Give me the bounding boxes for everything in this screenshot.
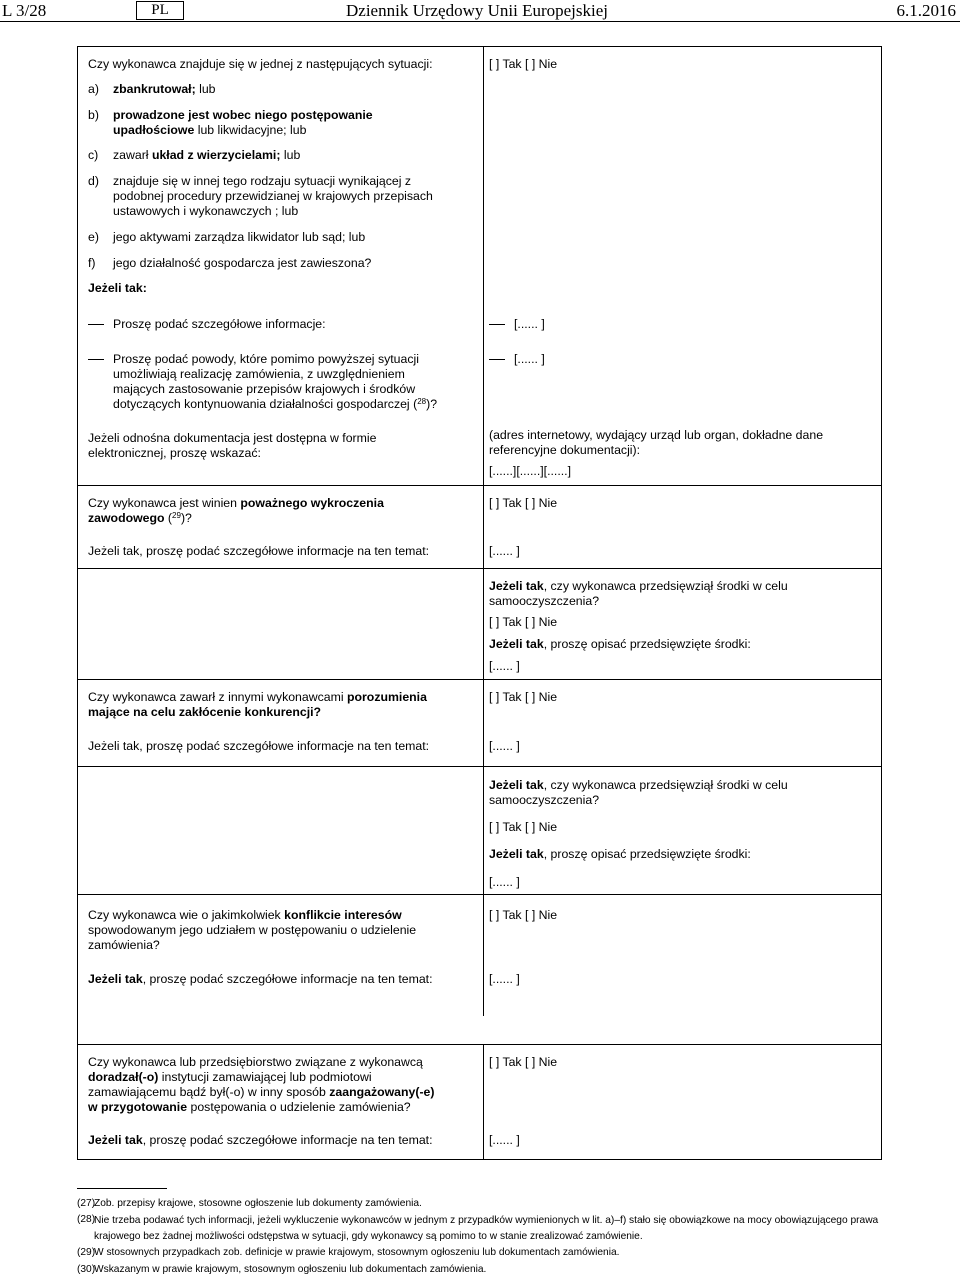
self-cleaning-question-line1: Jeżeli tak, czy wykonawca przedsięwziął środki w celu <box>489 579 788 593</box>
dash-bullet <box>88 324 104 325</box>
question-advisory-line1: Czy wykonawca lub przedsiębiorstwo związane z wykonawcą <box>88 1055 423 1069</box>
measures-question: Jeżeli tak, proszę opisać przedsięwzięte środki: <box>489 637 751 651</box>
column-divider <box>483 486 484 679</box>
question-advisory-line3: zamawiającemu bądź był(-o) w inny sposób zaangażowany(-e) <box>88 1085 435 1099</box>
column-divider <box>483 47 484 485</box>
column-divider <box>483 895 484 1016</box>
measures-answer-field[interactable]: [...... ] <box>489 875 520 889</box>
section-insolvency <box>77 46 882 486</box>
item-letter: a) <box>88 82 99 96</box>
item-letter: d) <box>88 174 99 188</box>
item-letter: f) <box>88 256 96 270</box>
page-reference: L 3/28 <box>2 1 47 20</box>
question-insolvency: Czy wykonawca znajduje się w jednej z następujących sytuacji: <box>88 57 433 71</box>
question-misconduct-line2: zawodowego ($^{29}$)? <box>88 511 192 525</box>
question-competition-line2: mające na celu zakłócenie konkurencji? <box>88 705 322 719</box>
header-rule <box>0 21 960 22</box>
journal-title: Dziennik Urzędowy Unii Europejskiej <box>346 1 609 20</box>
item-f: jego działalność gospodarcza jest zawieszona? <box>113 256 372 270</box>
yes-no-choice[interactable]: [ ] Tak [ ] Nie <box>489 690 558 704</box>
measures-question: Jeżeli tak, proszę opisać przedsięwzięte środki: <box>489 847 751 861</box>
section-advisory-involvement <box>77 1044 882 1160</box>
exclusion-form <box>77 46 882 1160</box>
details-question: Proszę podać szczegółowe informacje: <box>113 317 326 331</box>
item-e: jego aktywami zarządza likwidator lub sąd; lub <box>113 230 366 244</box>
details-answer-field[interactable]: [...... ] <box>489 972 520 986</box>
row-divider <box>78 766 882 767</box>
self-cleaning-question-line2: samooczyszczenia? <box>489 793 600 807</box>
section-conflict-of-interest <box>77 894 882 1045</box>
details-answer-field[interactable]: [...... ] <box>489 544 520 558</box>
details-question: Jeżeli tak, proszę podać szczegółowe informacje na ten temat: <box>88 544 430 558</box>
self-cleaning-question-line1: Jeżeli tak, czy wykonawca przedsięwziął środki w celu <box>489 778 788 792</box>
yes-no-choice[interactable]: [ ] Tak [ ] Nie <box>489 908 558 922</box>
dash-bullet <box>489 359 505 360</box>
reasons-line4: dotyczących kontynuowania działalności gospodarczej ($^{28}$)? <box>113 397 438 411</box>
column-divider <box>483 680 484 894</box>
section-misconduct <box>77 485 882 680</box>
documentation-line1: Jeżeli odnośna dokumentacja jest dostępna w formie <box>88 431 377 445</box>
question-conflict-line2: spowodowanym jego udziałem w postępowaniu o udzielenie <box>88 923 417 937</box>
documentation-hint-line2: referencyjne dokumentacji): <box>489 443 641 457</box>
publication-date: 6.1.2016 <box>896 1 956 20</box>
item-letter: b) <box>88 108 99 122</box>
reasons-line1: Proszę podać powody, które pomimo powyższej sytuacji <box>113 352 419 366</box>
item-letter: e) <box>88 230 99 244</box>
details-question: Jeżeli tak, proszę podać szczegółowe informacje na ten temat: <box>88 972 433 986</box>
item-c: zawarł układ z wierzycielami; lub <box>113 148 301 162</box>
row-divider <box>78 568 882 569</box>
yes-no-choice[interactable]: [ ] Tak [ ] Nie <box>489 1055 558 1069</box>
measures-answer-field[interactable]: [...... ] <box>489 659 520 673</box>
details-answer-field[interactable]: [...... ] <box>514 317 545 331</box>
documentation-line2: elektronicznej, proszę wskazać: <box>88 446 261 460</box>
section-competition <box>77 679 882 895</box>
column-divider <box>483 1045 484 1159</box>
item-b-line2: upadłościowe lub likwidacyjne; lub <box>113 123 307 137</box>
question-conflict-line1: Czy wykonawca wie o jakimkolwiek konflikcie interesów <box>88 908 402 922</box>
item-b-line1: prowadzone jest wobec niego postępowanie <box>113 108 373 122</box>
details-question: Jeżeli tak, proszę podać szczegółowe informacje na ten temat: <box>88 1133 433 1147</box>
yes-no-choice[interactable]: [ ] Tak [ ] Nie <box>489 57 558 71</box>
item-d-line1: znajduje się w innej tego rodzaju sytuacji wynikającej z <box>113 174 412 188</box>
if-yes-label: Jeżeli tak: <box>88 281 147 295</box>
reasons-answer-field[interactable]: [...... ] <box>514 352 545 366</box>
details-question: Jeżeli tak, proszę podać szczegółowe informacje na ten temat: <box>88 739 430 753</box>
question-advisory-line4: w przygotowanie postępowania o udzielenie zamówienia? <box>88 1100 411 1114</box>
self-cleaning-yes-no[interactable]: [ ] Tak [ ] Nie <box>489 820 558 834</box>
page-header <box>0 0 960 22</box>
dash-bullet <box>88 359 104 360</box>
footnote-rule <box>77 1188 167 1189</box>
self-cleaning-yes-no[interactable]: [ ] Tak [ ] Nie <box>489 615 558 629</box>
question-conflict-line3: zamówienia? <box>88 938 160 952</box>
item-d-line3: ustawowych i wykonawczych ; lub <box>113 204 299 218</box>
question-misconduct-line1: Czy wykonawca jest winien poważnego wykroczenia <box>88 496 384 510</box>
item-a: zbankrutował; lub <box>113 82 216 96</box>
self-cleaning-question-line2: samooczyszczenia? <box>489 594 600 608</box>
details-answer-field[interactable]: [...... ] <box>489 1133 520 1147</box>
item-letter: c) <box>88 148 99 162</box>
item-d-line2: podobnej procedury przewidzianej w krajowych przepisach <box>113 189 433 203</box>
dash-bullet <box>489 324 505 325</box>
yes-no-choice[interactable]: [ ] Tak [ ] Nie <box>489 496 558 510</box>
reasons-line2: umożliwiają realizację zamówienia, z uwzględnieniem <box>113 367 405 381</box>
language-badge: PL <box>136 1 184 20</box>
question-competition-line1: Czy wykonawca zawarł z innymi wykonawcami porozumienia <box>88 690 427 704</box>
documentation-hint-line1: (adres internetowy, wydający urząd lub organ, dokładne dane <box>489 428 824 442</box>
documentation-answer-field[interactable]: [......][......][......] <box>489 464 571 478</box>
details-answer-field[interactable]: [...... ] <box>489 739 520 753</box>
reasons-line3: mających zastosowanie przepisów krajowych i środków <box>113 382 416 396</box>
question-advisory-line2: doradzał(-o) instytucji zamawiającej lub podmiotowi <box>88 1070 372 1084</box>
